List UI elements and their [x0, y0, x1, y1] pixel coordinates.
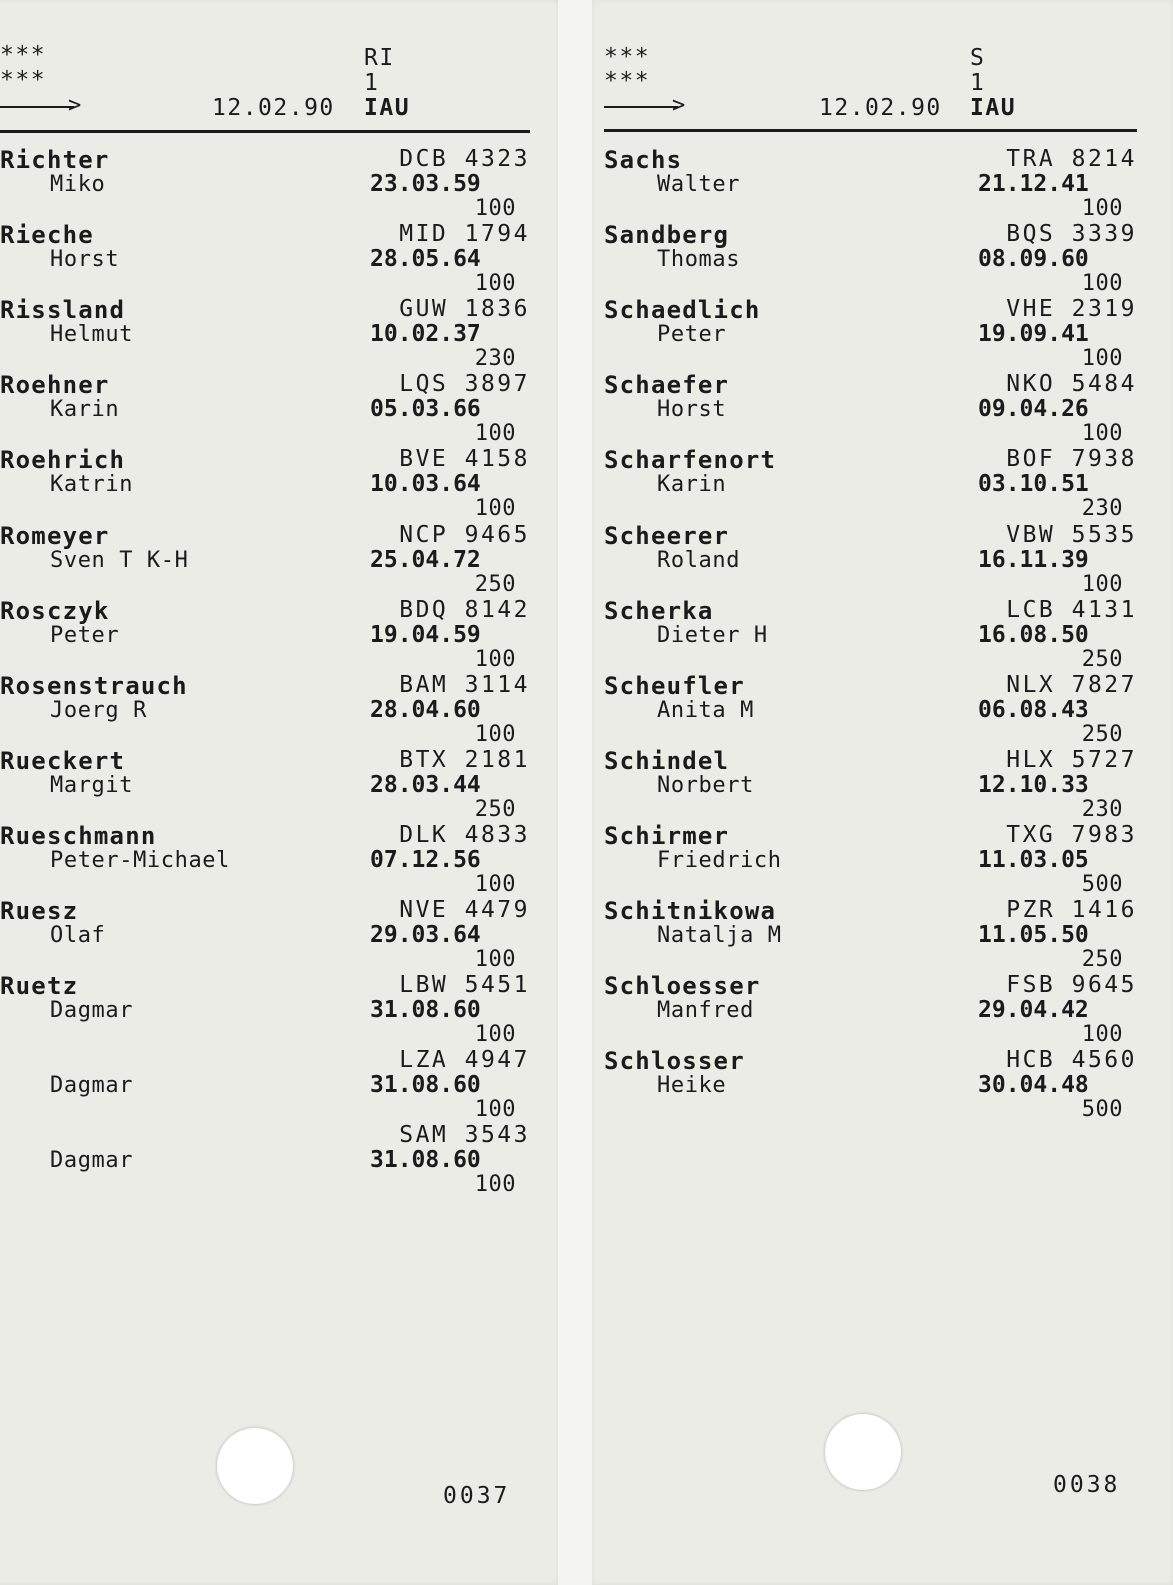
first-name: Dagmar [50, 1148, 134, 1174]
ledger-entry [0, 446, 558, 521]
header-stars-2: *** [0, 67, 47, 93]
last-name: Rissland [0, 296, 126, 325]
header-range: RI [364, 45, 395, 71]
arrow-head-icon: > [68, 93, 82, 118]
id-code: GUW 1836 [399, 296, 530, 323]
amount: 100 [474, 646, 516, 672]
last-name: Rieche [0, 221, 94, 250]
header-code: IAU [970, 95, 1017, 121]
ledger-page-right [592, 0, 1173, 1585]
page-number: 0038 [1053, 1472, 1121, 1498]
last-name: Richter [0, 146, 110, 174]
ledger-page-left [0, 0, 558, 1585]
header-arrow [604, 106, 678, 108]
last-name: Roehrich [0, 446, 126, 475]
id-code: PZR 1416 [1006, 897, 1137, 923]
last-name: Scheufler [604, 671, 745, 700]
birth-date: 10.02.37 [370, 321, 481, 348]
birth-date: 31.08.60 [370, 1072, 481, 1099]
last-name: Scheerer [604, 521, 730, 550]
amount: 250 [474, 796, 516, 822]
ledger-entry [592, 597, 1173, 672]
ledger-entry [592, 822, 1173, 897]
birth-date: 21.12.41 [978, 171, 1089, 197]
id-code: BOF 7938 [1006, 446, 1137, 473]
header-stars-1: *** [604, 44, 651, 70]
last-name: Schindel [604, 746, 730, 775]
ledger-entry [0, 822, 558, 897]
first-name: Thomas [657, 247, 741, 273]
id-code: NLX 7827 [1006, 671, 1137, 698]
header-date: 12.02.90 [819, 95, 942, 121]
birth-date: 28.04.60 [370, 696, 481, 723]
amount: 500 [1081, 871, 1123, 897]
header-arrow [0, 106, 74, 108]
id-code: MID 1794 [399, 221, 530, 248]
id-code: VHE 2319 [1006, 296, 1137, 323]
ledger-entry [592, 672, 1173, 747]
last-name: Schirmer [604, 821, 730, 850]
birth-date: 19.04.59 [370, 621, 481, 648]
last-name: Rosczyk [0, 596, 110, 625]
first-name: Anita M [657, 697, 754, 723]
birth-date: 19.09.41 [978, 321, 1089, 348]
last-name: Sachs [604, 146, 683, 174]
birth-date: 28.05.64 [370, 246, 481, 273]
birth-date: 31.08.60 [370, 997, 481, 1024]
ledger-entry [592, 1047, 1173, 1122]
birth-date: 12.10.33 [978, 771, 1089, 798]
birth-date: 05.03.66 [370, 396, 481, 423]
id-code: SAM 3543 [399, 1122, 530, 1149]
id-code: BDQ 8142 [399, 596, 530, 623]
first-name: Dagmar [50, 1073, 134, 1099]
id-code: BVE 4158 [399, 446, 530, 473]
birth-date: 03.10.51 [978, 471, 1089, 498]
first-name: Karin [657, 472, 727, 498]
id-code: LCB 4131 [1006, 596, 1137, 623]
first-name: Sven T K-H [50, 547, 189, 573]
birth-date: 29.04.42 [978, 997, 1089, 1024]
last-name: Rosenstrauch [0, 671, 188, 700]
amount: 100 [1081, 196, 1123, 221]
id-code: HCB 4560 [1006, 1047, 1137, 1074]
amount: 100 [1081, 1022, 1123, 1048]
ledger-entry [0, 672, 558, 747]
ledger-entry [0, 371, 558, 446]
first-name: Joerg R [50, 697, 147, 723]
first-name: Margit [50, 772, 134, 798]
amount: 100 [474, 1097, 516, 1123]
birth-date: 07.12.56 [370, 846, 481, 873]
id-code: NVE 4479 [399, 897, 530, 923]
id-code: LBW 5451 [399, 972, 530, 999]
ledger-entry [0, 146, 558, 221]
last-name: Scharfenort [604, 446, 777, 475]
first-name: Dieter H [657, 622, 768, 648]
amount: 500 [1081, 1097, 1123, 1123]
ledger-entry [592, 221, 1173, 296]
amount: 250 [474, 571, 516, 597]
ledger-entry [592, 146, 1173, 221]
first-name: Karin [50, 397, 120, 423]
ledger-entry [592, 371, 1173, 446]
last-name: Schaedlich [604, 296, 761, 325]
first-name: Miko [50, 172, 106, 197]
birth-date: 06.08.43 [978, 696, 1089, 723]
header-date: 12.02.90 [212, 95, 335, 121]
punch-hole [825, 1414, 901, 1490]
birth-date: 10.03.64 [370, 471, 481, 498]
first-name: Norbert [657, 772, 754, 798]
last-name: Ruesz [0, 897, 79, 925]
id-code: BTX 2181 [399, 746, 530, 773]
amount: 230 [474, 346, 516, 372]
last-name: Schlosser [604, 1047, 745, 1076]
id-code: VBW 5535 [1006, 521, 1137, 548]
first-name: Roland [657, 547, 741, 573]
ledger-entry [592, 296, 1173, 371]
header-code: IAU [364, 95, 411, 121]
ledger-entry [0, 747, 558, 822]
header-rule [604, 129, 1137, 132]
birth-date: 16.11.39 [978, 546, 1089, 573]
ledger-entry [592, 747, 1173, 822]
ledger-entry [0, 1122, 558, 1197]
last-name: Rueckert [0, 746, 126, 775]
ledger-entry [0, 1047, 558, 1122]
id-code: HLX 5727 [1006, 746, 1137, 773]
first-name: Manfred [657, 998, 754, 1024]
ledger-entry [0, 972, 558, 1047]
first-name: Peter [50, 622, 120, 648]
header-num: 1 [970, 70, 986, 96]
amount: 100 [474, 271, 516, 297]
amount: 100 [474, 196, 516, 221]
amount: 100 [1081, 421, 1123, 447]
last-name: Schaefer [604, 371, 730, 400]
last-name: Romeyer [0, 521, 110, 550]
page-number: 0037 [443, 1483, 511, 1509]
birth-date: 09.04.26 [978, 396, 1089, 423]
id-code: FSB 9645 [1006, 972, 1137, 999]
header-stars-2: *** [604, 68, 651, 94]
last-name: Sandberg [604, 221, 730, 250]
amount: 100 [1081, 571, 1123, 597]
amount: 100 [474, 421, 516, 447]
first-name: Friedrich [657, 847, 782, 873]
last-name: Ruetz [0, 972, 79, 1001]
birth-date: 30.04.48 [978, 1072, 1089, 1099]
ledger-entry [0, 897, 558, 972]
first-name: Natalja M [657, 923, 782, 948]
amount: 100 [474, 1172, 516, 1198]
last-name: Schitnikowa [604, 897, 777, 925]
first-name: Horst [657, 397, 727, 423]
header-num: 1 [364, 70, 380, 96]
ledger-entry [0, 296, 558, 371]
birth-date: 31.08.60 [370, 1147, 481, 1174]
ledger-entry [592, 897, 1173, 972]
amount: 100 [474, 496, 516, 522]
amount: 100 [474, 871, 516, 897]
header-stars-1: *** [0, 42, 47, 68]
id-code: TRA 8214 [1006, 146, 1137, 172]
first-name: Dagmar [50, 998, 134, 1024]
birth-date: 23.03.59 [370, 171, 481, 197]
id-code: DCB 4323 [399, 146, 530, 172]
first-name: Katrin [50, 472, 134, 498]
id-code: TXG 7983 [1006, 821, 1137, 848]
birth-date: 28.03.44 [370, 771, 481, 798]
first-name: Olaf [50, 923, 106, 948]
first-name: Helmut [50, 322, 134, 348]
ledger-entry [0, 221, 558, 296]
birth-date: 29.03.64 [370, 922, 481, 948]
ledger-entry [592, 972, 1173, 1047]
id-code: BQS 3339 [1006, 221, 1137, 248]
birth-date: 25.04.72 [370, 546, 481, 573]
id-code: LQS 3897 [399, 371, 530, 398]
amount: 230 [1081, 496, 1123, 522]
first-name: Peter [657, 322, 727, 348]
amount: 250 [1081, 721, 1123, 747]
ledger-entry [0, 522, 558, 597]
ledger-entry [0, 597, 558, 672]
birth-date: 08.09.60 [978, 246, 1089, 273]
last-name: Schloesser [604, 972, 761, 1001]
id-code: DLK 4833 [399, 821, 530, 848]
id-code: LZA 4947 [399, 1047, 530, 1074]
birth-date: 11.05.50 [978, 922, 1089, 948]
last-name: Scherka [604, 596, 714, 625]
first-name: Peter-Michael [50, 847, 230, 873]
ledger-entry [592, 446, 1173, 521]
amount: 100 [1081, 346, 1123, 372]
last-name: Roehner [0, 371, 110, 400]
last-name: Rueschmann [0, 821, 157, 850]
arrow-head-icon: > [672, 93, 686, 118]
birth-date: 16.08.50 [978, 621, 1089, 648]
amount: 230 [1081, 796, 1123, 822]
first-name: Walter [657, 172, 741, 197]
first-name: Heike [657, 1073, 727, 1099]
amount: 250 [1081, 646, 1123, 672]
first-name: Horst [50, 247, 120, 273]
amount: 250 [1081, 947, 1123, 972]
amount: 100 [474, 721, 516, 747]
ledger-entry [592, 522, 1173, 597]
amount: 100 [474, 1022, 516, 1048]
amount: 100 [1081, 271, 1123, 297]
id-code: NKO 5484 [1006, 371, 1137, 398]
amount: 100 [474, 947, 516, 972]
birth-date: 11.03.05 [978, 846, 1089, 873]
header-rule [0, 130, 530, 133]
id-code: NCP 9465 [399, 521, 530, 548]
punch-hole [217, 1428, 293, 1504]
id-code: BAM 3114 [399, 671, 530, 698]
header-range: S [970, 45, 986, 71]
